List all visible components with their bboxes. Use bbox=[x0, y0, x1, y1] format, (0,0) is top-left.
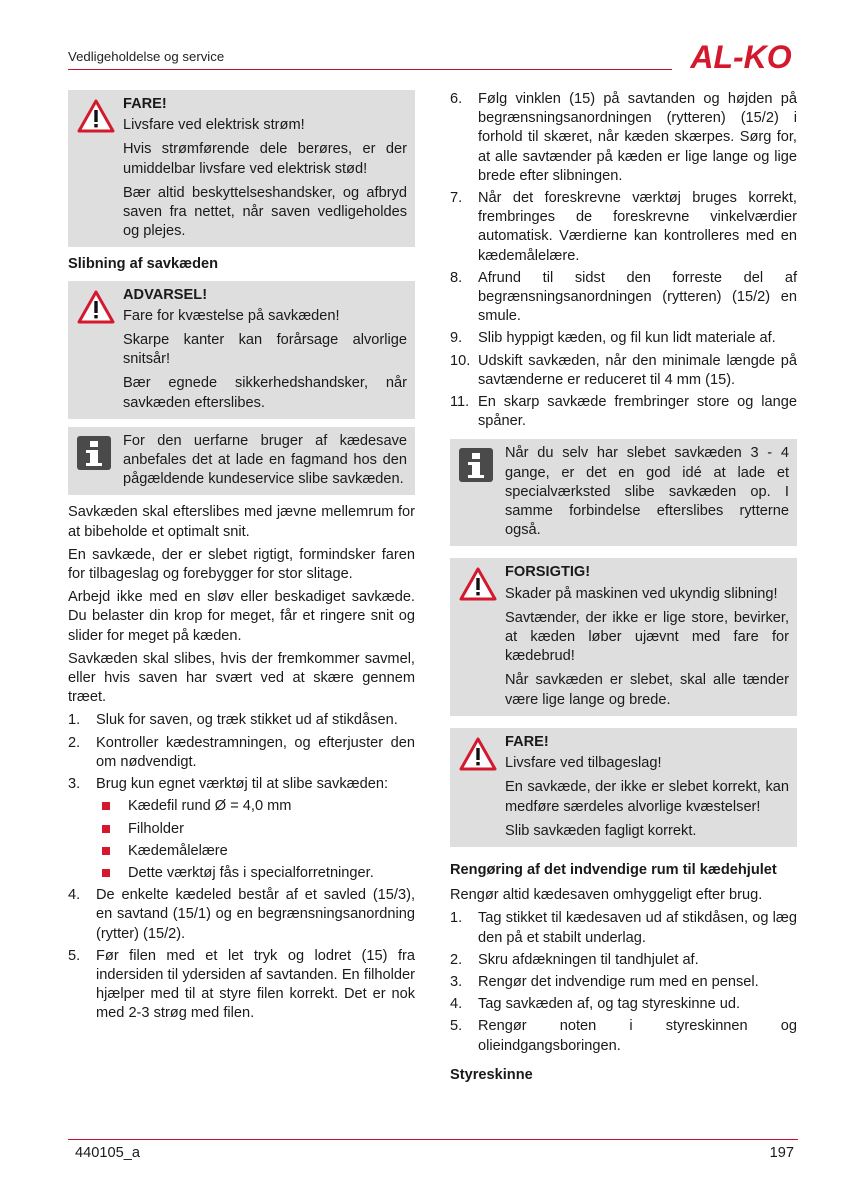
warning-text: Fare for kvæstelse på savkæden! bbox=[123, 307, 340, 324]
warning-title: ADVARSEL! bbox=[123, 286, 208, 303]
left-column bbox=[68, 90, 415, 1027]
header-rule bbox=[68, 69, 672, 70]
bullet-square-icon bbox=[102, 825, 110, 833]
danger-box bbox=[450, 728, 797, 847]
list-item: 7. Når det foreskrevne værktøj bruges korrekt, frembringes de foreskrevne vinkelværdier automatisk. Værdierne kan kontrolleres med en kædemålelære. bbox=[450, 190, 797, 264]
caution-text: Savtænder, der ikke er lige store, bevirker, at kæden løber ujævnt med fare for kædebrud! bbox=[505, 609, 789, 665]
list-item: 4. De enkelte kædeled består af et savled (15/3), en savtand (15/1) og en begrænsningsanordning (rytter) (15/2). bbox=[68, 887, 415, 942]
list-item: 3. Brug kun egnet værktøj til at slibe savkæden: bbox=[68, 776, 389, 793]
list-item: 1. Sluk for saven, og træk stikket ud af stikdåsen. bbox=[68, 712, 398, 729]
caution-title: FORSIGTIG! bbox=[505, 564, 591, 581]
bullet-square-icon bbox=[102, 869, 110, 877]
alko-logo bbox=[682, 40, 800, 72]
danger-text: En savkæde, der ikke er slebet korrekt, kan medføre særdeles alvorlige kvæstelser! bbox=[505, 779, 789, 815]
info-box bbox=[450, 439, 797, 546]
info-box bbox=[68, 427, 415, 496]
warning-text: Bær egnede sikkerhedshandsker, når savkæden efterslibes. bbox=[123, 375, 407, 411]
right-column bbox=[450, 90, 797, 1091]
list-item: 9. Slib hyppigt kæden, og fil kun lidt materiale af. bbox=[450, 330, 776, 347]
paragraph: Savkæden skal efterslibes med jævne mellemrum for at bibeholde et optimalt snit. bbox=[68, 504, 415, 540]
paragraph: Arbejd ikke med en sløv eller beskadiget savkæde. Du belaster din krop for meget, får et ringere snit og slider for meget på kæden. bbox=[68, 589, 415, 644]
page-number: 197 bbox=[769, 1145, 794, 1161]
warning-triangle-icon bbox=[458, 566, 498, 602]
list-item: 1. Tag stikket til kædesaven ud af stikdåsen, og læg den på et stabilt underlag. bbox=[450, 910, 797, 946]
paragraph: Savkæden skal slibes, hvis der fremkommer savmel, eller hvis saven har svært ved at skære gennem træet. bbox=[68, 650, 415, 706]
list-item: 5. Før filen med et let tryk og lodret (15) fra indersiden til ydersiden af savtanden. En filholder hjælper med til at styre filen korrekt. Det er nok med 2-3 strøg med filen. bbox=[68, 947, 415, 1022]
list-item: 4. Tag savkæden af, og tag styreskinne ud. bbox=[450, 996, 741, 1013]
danger-text: Slib savkæden fagligt korrekt. bbox=[505, 822, 697, 839]
caution-text: Når savkæden er slebet, skal alle tænder være lige lange og brede. bbox=[505, 672, 789, 708]
list-item: 8. Afrund til sidst den forreste del af begrænsningsanordningen (rytteren) (15/2) en smule. bbox=[450, 269, 797, 325]
caution-text: Skader på maskinen ved ukyndig slibning! bbox=[505, 585, 778, 602]
bullet-item: Filholder bbox=[96, 820, 415, 839]
info-icon bbox=[458, 447, 494, 483]
warning-triangle-icon bbox=[458, 736, 498, 772]
list-item: 2. Skru afdækningen til tandhjulet af. bbox=[450, 951, 699, 968]
warning-triangle-icon bbox=[76, 98, 116, 134]
footer-rule bbox=[68, 1139, 798, 1140]
bullet-square-icon bbox=[102, 847, 110, 855]
paragraph: En savkæde, der er slebet rigtigt, formindsker faren for tilbageslag og forebygger for stor slitage. bbox=[68, 546, 415, 583]
bullet-square-icon bbox=[102, 802, 110, 810]
header-title: Vedligeholdelse og service bbox=[68, 49, 225, 64]
list-item: 5. Rengør noten i styreskinnen og olieindgangsboringen. bbox=[450, 1018, 797, 1054]
bullet-item: Dette værktøj fås i specialforretninger. bbox=[96, 864, 415, 883]
list-item: 2. Kontroller kædestramningen, og efterjuster den om nødvendigt. bbox=[68, 734, 415, 770]
caution-box bbox=[450, 558, 797, 715]
bullet-item: Kædemålelære bbox=[96, 842, 415, 861]
warning-triangle-icon bbox=[76, 289, 116, 325]
info-icon bbox=[76, 435, 112, 471]
list-item: 11. En skarp savkæde frembringer store og lange spåner. bbox=[450, 394, 797, 430]
section-heading: Rengøring af det indvendige rum til kædehjulet bbox=[450, 861, 777, 878]
danger-box bbox=[68, 90, 415, 247]
danger-text: Hvis strømførende dele berøres, er der umiddelbar livsfare ved elektrisk stød! bbox=[123, 141, 407, 177]
danger-title: FARE! bbox=[505, 733, 549, 750]
section-heading: Styreskinne bbox=[450, 1066, 533, 1083]
list-item: 6. Følg vinklen (15) på savtanden og højden på begrænsningsanordningen (rytteren) (15/2) i forhold til skæret, når kæden skærpes. Sørg for, at alle savtænder på kæden er lige lange og lige brede efter slibningen. bbox=[450, 91, 797, 184]
section-heading: Slibning af savkæden bbox=[68, 256, 219, 273]
svg-text:AL-KO: AL-KO bbox=[690, 40, 792, 72]
paragraph: Rengør altid kædesaven omhyggeligt efter brug. bbox=[450, 887, 763, 904]
list-item: 10. Udskift savkæden, når den minimale længde på savtænderne er reduceret til 4 mm (15). bbox=[450, 352, 797, 388]
danger-text: Livsfare ved elektrisk strøm! bbox=[123, 117, 305, 134]
info-text: For den uerfarne bruger af kædesave anbefales det at lade en fagmand hos den pågældende kundeservice slibe savkæden. bbox=[123, 432, 407, 488]
danger-text: Livsfare ved tilbageslag! bbox=[505, 755, 662, 772]
warning-box bbox=[68, 281, 415, 419]
warning-text: Skarpe kanter kan forårsage alvorlige snitsår! bbox=[123, 332, 407, 368]
danger-text: Bær altid beskyttelseshandsker, og afbryd saven fra nettet, når saven vedligeholdes og plejes. bbox=[123, 184, 407, 240]
danger-title: FARE! bbox=[123, 96, 167, 112]
document-number: 440105_a bbox=[75, 1145, 140, 1161]
bullet-item: Kædefil rund Ø = 4,0 mm bbox=[96, 797, 415, 816]
list-item: 3. Rengør det indvendige rum med en pensel. bbox=[450, 973, 759, 990]
info-text: Når du selv har slebet savkæden 3 - 4 gange, er det en god idé at lade et specialværksted slibe savkæden op. I samme forbindelse efterslibes rytterne også. bbox=[505, 445, 789, 539]
